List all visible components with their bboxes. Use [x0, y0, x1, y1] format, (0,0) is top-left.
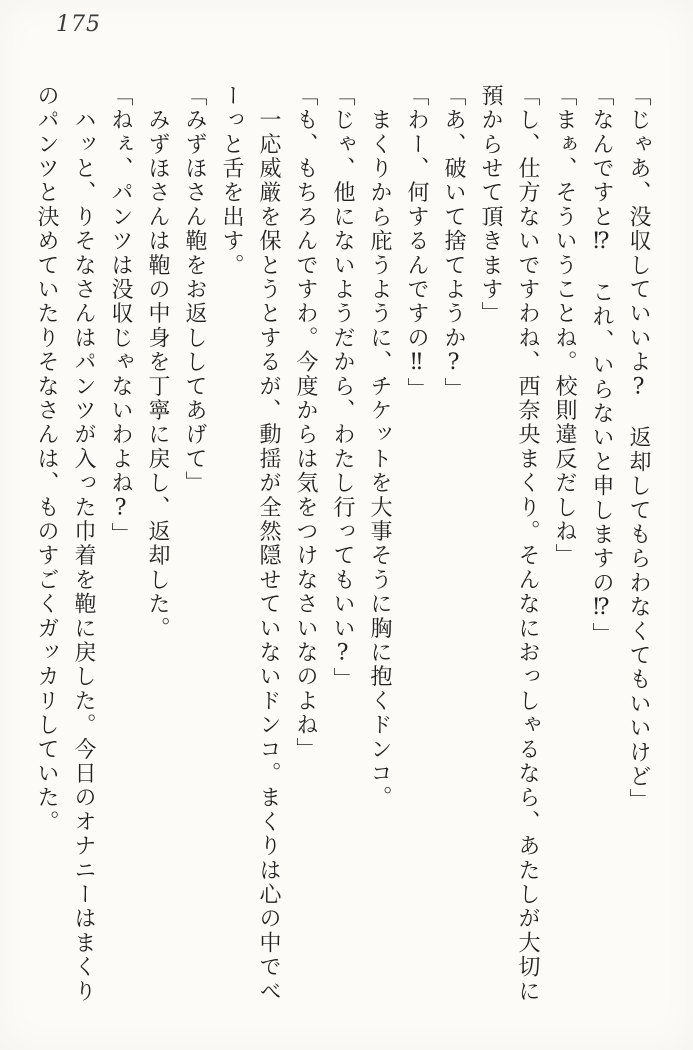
vertical-text-block [28, 84, 657, 1012]
text-line: のパンツと決めていたりそなさんは、ものすごくガッカリしていた。 [34, 84, 59, 835]
text-line: まくりから庇うように、チケットを大事そうに胸に抱くドンコ。 [367, 84, 392, 810]
text-line: 「わー、何するんですの‼」 [404, 84, 429, 402]
text-line: 「あ、破いて捨てようか?」 [441, 84, 466, 402]
page-number: 175 [56, 12, 101, 37]
text-line: 「ねぇ、パンツは没収じゃないわよね?」 [108, 84, 133, 547]
text-line: 「まぁ、そういうことね。校則違反だしね」 [552, 84, 577, 568]
text-line: 預からせて頂きます」 [478, 84, 503, 326]
text-line: みずほさんは鞄の中身を丁寧に戻し、返却した。 [145, 84, 170, 641]
text-line: 「みずほさん鞄をお返ししてあげて」 [182, 84, 207, 496]
text-line: 一応威厳を保とうとするが、動揺が全然隠せていないドンコ。まくりは心の中でべ [256, 84, 281, 1004]
text-line: 「じゃ、他にないようだから、わたし行ってもいい?」 [330, 84, 355, 692]
text-line: 「し、仕方ないですわね、西奈央まくり。そんなにおっしゃるなら、あたしが大切に [515, 84, 540, 1004]
text-line: ーっと舌を出す。 [219, 84, 244, 278]
text-line: 「も、もちろんですわ。今度からは気をつけなさいなのよね」 [293, 84, 318, 762]
text-line: ハッと、りそなさんはパンツが入った巾着を鞄に戻した。今日のオナニーはまくり [71, 84, 96, 1004]
text-line: 「なんですと⁉ これ、いらないと申しますの⁉」 [589, 84, 614, 647]
text-line: 「じゃあ、没収していいよ? 返却してもらわなくてもいいけど」 [626, 84, 651, 813]
